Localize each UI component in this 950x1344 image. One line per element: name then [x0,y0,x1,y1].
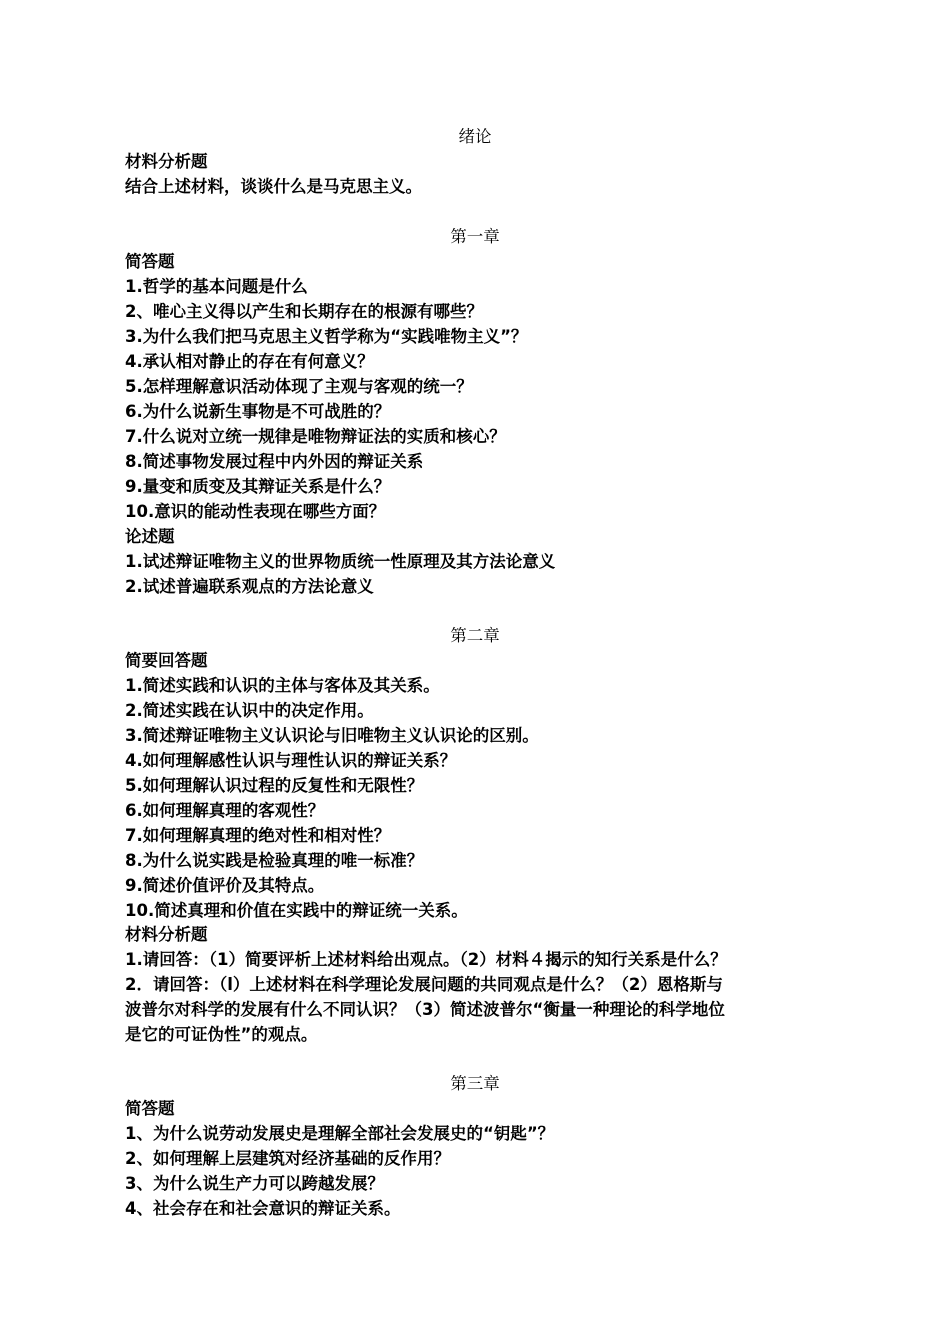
intro-question: 结合上述材料，谈谈什么是马克思主义。 [125,177,422,196]
chapter3-question: 1、为什么说劳动发展史是理解全部社会发展史的“钥匙”？ [125,1124,555,1143]
chapter2-question: 3.简述辩证唯物主义认识论与旧唯物主义认识论的区别。 [125,726,539,745]
intro-title: 绪论 [458,127,492,146]
chapter1-question: 4.承认相对静止的存在有何意义？ [125,352,374,371]
chapter2-material-line: 波普尔对科学的发展有什么不同认识？（3）简述波普尔“衡量一种理论的科学地位 [125,1000,725,1019]
chapter1-question: 2、唯心主义得以产生和长期存在的根源有哪些？ [125,302,483,321]
chapter2-section-heading: 简要回答题 [125,651,208,670]
chapter2-material-line: 2．请回答：（l）上述材料在科学理论发展问题的共同观点是什么？（2）恩格斯与 [125,975,723,994]
chapter2-question: 10.简述真理和价值在实践中的辩证统一关系。 [125,901,468,920]
chapter3-title: 第三章 [450,1074,500,1093]
chapter2-question: 7.如何理解真理的绝对性和相对性？ [125,826,391,845]
chapter1-question: 1.哲学的基本问题是什么 [125,277,308,296]
chapter3-section-heading: 简答题 [125,1099,175,1118]
chapter2-question: 2.简述实践在认识中的决定作用。 [125,701,374,720]
chapter1-question: 8.简述事物发展过程中内外因的辩证关系 [125,452,424,471]
chapter2-question: 8.为什么说实践是检验真理的唯一标准？ [125,851,424,870]
chapter1-section-heading: 简答题 [125,252,175,271]
chapter1-question: 10.意识的能动性表现在哪些方面？ [125,502,386,521]
chapter1-question: 7.什么说对立统一规律是唯物辩证法的实质和核心？ [125,427,506,446]
chapter2-title: 第二章 [450,626,500,645]
chapter1-question: 3.为什么我们把马克思主义哲学称为“实践唯物主义”？ [125,327,528,346]
chapter2-material-heading: 材料分析题 [125,925,208,944]
chapter2-material-line: 是它的可证伪性”的观点。 [125,1025,318,1044]
chapter1-question: 6.为什么说新生事物是不可战胜的？ [125,402,391,421]
chapter1-question: 9.量变和质变及其辩证关系是什么？ [125,477,391,496]
chapter1-essay: 2.试述普遍联系观点的方法论意义 [125,577,374,596]
intro-section-heading: 材料分析题 [125,152,208,171]
chapter3-question: 4、社会存在和社会意识的辩证关系。 [125,1199,401,1218]
chapter2-question: 5.如何理解认识过程的反复性和无限性？ [125,776,424,795]
chapter2-question: 6.如何理解真理的客观性？ [125,801,325,820]
chapter3-question: 2、如何理解上层建筑对经济基础的反作用？ [125,1149,450,1168]
chapter3-question: 3、为什么说生产力可以跨越发展？ [125,1174,384,1193]
chapter2-question: 4.如何理解感性认识与理性认识的辩证关系？ [125,751,457,770]
chapter1-question: 5.怎样理解意识活动体现了主观与客观的统一？ [125,377,473,396]
chapter2-question: 9.简述价值评价及其特点。 [125,876,325,895]
chapter1-essay-heading: 论述题 [125,527,175,546]
chapter2-question: 1.简述实践和认识的主体与客体及其关系。 [125,676,440,695]
chapter2-material-line: 1.请回答：（1）简要评析上述材料给出观点。（2）材料４揭示的知行关系是什么？ [125,950,727,969]
chapter1-essay: 1.试述辩证唯物主义的世界物质统一性原理及其方法论意义 [125,552,556,571]
chapter1-title: 第一章 [450,227,500,246]
